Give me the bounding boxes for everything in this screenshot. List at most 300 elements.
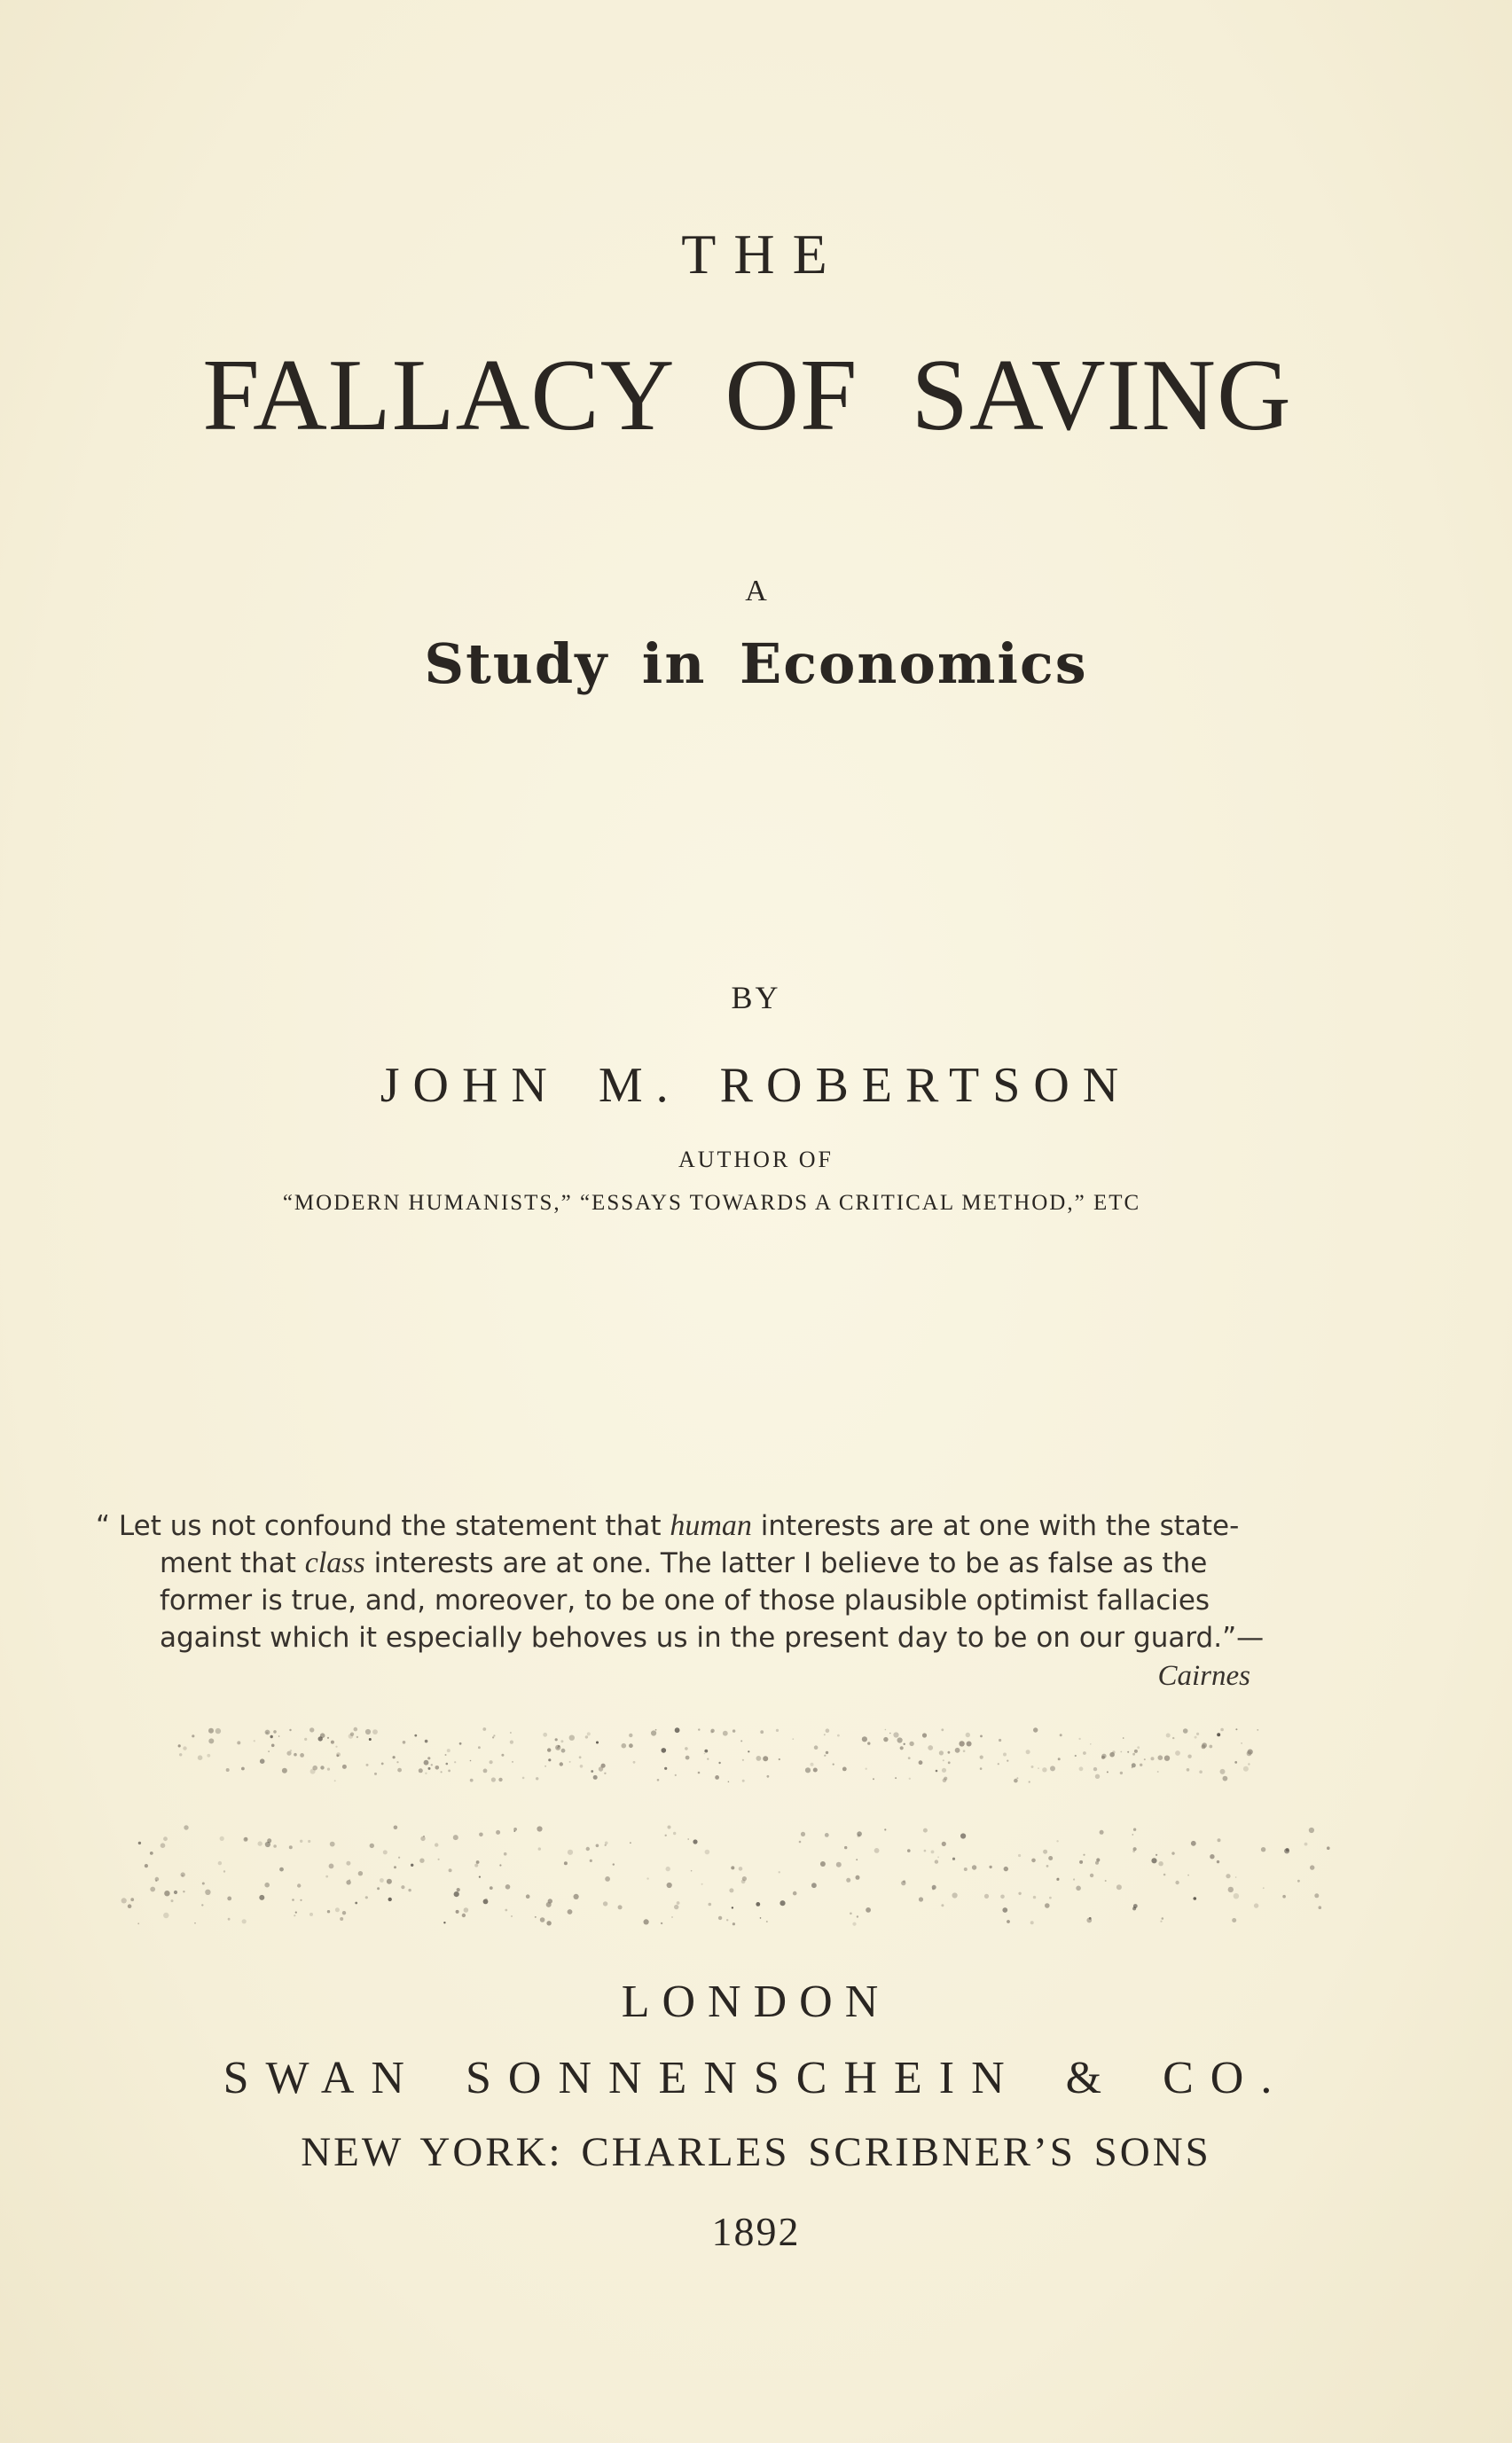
ink-speck: [354, 1727, 358, 1732]
ink-speck: [312, 1766, 317, 1771]
ink-speck: [1101, 1756, 1105, 1759]
ink-speck: [268, 1750, 270, 1752]
ink-speck: [1199, 1770, 1203, 1774]
ink-speck: [1210, 1854, 1214, 1859]
ink-speck: [1234, 1893, 1239, 1899]
imprint-year: 1892: [711, 2209, 801, 2254]
ink-speck: [729, 1888, 733, 1892]
by-label: BY: [731, 980, 781, 1015]
ink-speck: [866, 1768, 867, 1770]
ink-speck: [178, 1744, 181, 1747]
ink-speck: [704, 1750, 708, 1753]
ink-speck: [779, 1758, 780, 1760]
ink-speck: [174, 1891, 177, 1894]
ink-speck: [613, 1863, 615, 1865]
ink-speck: [630, 1842, 631, 1844]
ink-speck: [546, 1921, 551, 1925]
ink-speck: [482, 1727, 486, 1731]
ink-speck: [1018, 1892, 1021, 1895]
ink-speck: [1079, 1766, 1084, 1771]
ink-speck: [1048, 1856, 1053, 1860]
ink-speck: [646, 1877, 648, 1879]
imprint-publisher: SWAN SONNENSCHEIN & CO.: [223, 2053, 1289, 2103]
ink-speck: [760, 1917, 762, 1919]
ink-speck: [335, 1907, 340, 1912]
ink-speck: [493, 1734, 495, 1736]
epigraph-line: against which it especially behoves us in the present day to be on our guard.”—: [160, 1622, 1265, 1654]
ink-speck: [1014, 1779, 1018, 1783]
ink-speck: [1079, 1860, 1083, 1864]
ink-speck: [937, 1856, 939, 1858]
ink-speck: [1187, 1755, 1191, 1758]
ink-speck: [1078, 1738, 1080, 1740]
ink-speck: [748, 1750, 749, 1752]
ink-speck: [1284, 1848, 1289, 1853]
ink-speck: [564, 1861, 568, 1865]
ink-speck: [1158, 1755, 1163, 1760]
ink-speck: [776, 1729, 779, 1732]
ink-speck: [1263, 1887, 1265, 1889]
ink-speck: [441, 1771, 443, 1773]
ink-speck: [862, 1736, 867, 1742]
ink-speck: [904, 1743, 905, 1745]
ink-speck: [980, 1767, 983, 1770]
ink-speck: [505, 1909, 507, 1912]
ink-speck: [1220, 1728, 1224, 1732]
epigraph-attribution: Cairnes: [1157, 1660, 1250, 1692]
ink-speck: [286, 1751, 291, 1756]
ink-speck: [278, 1735, 280, 1737]
ink-speck: [1158, 1861, 1163, 1866]
ink-speck: [258, 1841, 262, 1845]
ink-speck: [1133, 1828, 1136, 1831]
subtitle-article: A: [745, 575, 767, 607]
ink-speck: [900, 1746, 904, 1750]
ink-speck: [932, 1888, 935, 1891]
ink-speck: [547, 1748, 551, 1751]
title-article: THE: [681, 223, 845, 286]
ink-speck: [836, 1862, 842, 1867]
ink-speck: [943, 1759, 944, 1761]
ink-speck: [304, 1738, 307, 1741]
ink-speck: [801, 1832, 805, 1836]
ink-speck: [499, 1864, 501, 1866]
ink-speck: [837, 1734, 840, 1737]
ink-speck: [242, 1919, 247, 1923]
ink-speck: [966, 1733, 970, 1737]
ink-speck: [1234, 1761, 1237, 1764]
ink-speck: [779, 1871, 780, 1873]
ink-speck: [449, 1868, 452, 1872]
ink-speck: [998, 1763, 999, 1765]
ink-speck: [184, 1825, 188, 1829]
ink-speck: [282, 1768, 287, 1774]
ink-speck: [707, 1758, 709, 1760]
ink-speck: [852, 1922, 856, 1926]
ink-speck: [431, 1764, 433, 1766]
ink-speck: [1191, 1841, 1196, 1846]
ink-speck: [856, 1875, 860, 1880]
ink-speck: [1282, 1895, 1286, 1899]
ink-speck: [555, 1745, 560, 1750]
ink-speck: [1151, 1858, 1156, 1863]
ink-speck: [1083, 1854, 1085, 1856]
ink-speck: [955, 1748, 960, 1753]
ink-speck: [259, 1895, 264, 1900]
ink-speck: [560, 1762, 563, 1766]
ink-speck: [942, 1768, 946, 1773]
ink-speck: [1033, 1727, 1038, 1732]
ink-speck: [346, 1880, 350, 1884]
ink-speck: [464, 1907, 469, 1913]
ink-speck: [435, 1843, 438, 1846]
ink-speck: [846, 1878, 850, 1883]
ink-speck: [698, 1728, 700, 1730]
ink-speck: [1304, 1843, 1308, 1846]
ink-speck: [1133, 1904, 1138, 1908]
ink-speck: [1073, 1878, 1075, 1880]
ink-speck: [833, 1764, 834, 1766]
ink-speck: [424, 1760, 429, 1766]
ink-speck: [1090, 1743, 1092, 1745]
ink-speck: [145, 1864, 148, 1867]
ink-speck: [885, 1729, 887, 1731]
ink-speck: [709, 1903, 712, 1907]
book-title: FALLACY OF SAVING: [202, 339, 1292, 452]
epigraph-line: “ Let us not confound the statement that human interests are at one with the state-: [96, 1509, 1240, 1542]
ink-speck: [922, 1733, 927, 1737]
ink-speck: [474, 1864, 478, 1867]
other-works: “MODERN HUMANISTS,” “ESSAYS TOWARDS A CRITICAL METHOD,” ETC: [282, 1191, 1141, 1215]
ink-speck: [537, 1826, 542, 1831]
ink-speck: [479, 1833, 483, 1837]
ink-speck: [960, 1833, 966, 1838]
ink-speck: [793, 1891, 797, 1896]
ink-speck: [1116, 1884, 1122, 1890]
ink-speck: [1144, 1758, 1146, 1760]
ink-speck: [394, 1866, 396, 1868]
ink-speck: [1000, 1895, 1005, 1899]
ink-speck: [241, 1767, 245, 1771]
ink-speck: [454, 1761, 456, 1763]
ink-speck: [265, 1730, 270, 1735]
ink-speck: [866, 1907, 871, 1913]
ink-speck: [294, 1753, 297, 1757]
ink-speck: [1123, 1737, 1124, 1739]
ink-speck: [587, 1732, 591, 1735]
ink-speck: [393, 1756, 396, 1758]
ink-speck: [1107, 1771, 1109, 1773]
ink-speck: [805, 1767, 811, 1773]
imprint-city: LONDON: [621, 1977, 891, 2027]
ink-speck: [884, 1828, 886, 1830]
ink-speck: [989, 1866, 991, 1868]
ink-speck: [1235, 1876, 1237, 1878]
ink-speck: [677, 1901, 680, 1905]
ink-speck: [218, 1861, 222, 1865]
ink-speck: [1127, 1751, 1129, 1753]
ink-speck: [596, 1844, 599, 1848]
ink-speck: [1218, 1838, 1221, 1842]
ink-speck: [618, 1905, 623, 1909]
ink-speck: [908, 1757, 911, 1759]
ink-speck: [1175, 1881, 1179, 1884]
ink-speck: [580, 1765, 584, 1768]
ink-speck: [1172, 1737, 1174, 1739]
ink-speck: [289, 1729, 291, 1731]
ink-speck: [850, 1913, 852, 1915]
ink-speck: [604, 1773, 606, 1774]
ink-speck: [1194, 1897, 1197, 1900]
ink-speck: [270, 1735, 273, 1738]
ink-speck: [579, 1756, 582, 1758]
ink-speck: [445, 1754, 447, 1756]
ink-speck: [183, 1746, 186, 1750]
ink-speck: [205, 1890, 210, 1895]
ink-speck: [629, 1743, 633, 1748]
ink-speck: [1187, 1875, 1189, 1876]
ink-speck: [651, 1730, 656, 1735]
ink-speck: [208, 1738, 214, 1743]
ink-speck: [1223, 1776, 1228, 1781]
ink-speck: [1254, 1903, 1258, 1907]
ink-speck: [867, 1742, 870, 1744]
ink-speck: [739, 1867, 743, 1871]
ink-speck: [485, 1899, 487, 1900]
ink-speck: [138, 1842, 141, 1844]
ink-speck: [756, 1756, 762, 1761]
ink-speck: [826, 1751, 828, 1754]
ink-speck: [984, 1894, 989, 1899]
ink-speck: [1120, 1772, 1123, 1774]
ink-speck: [814, 1745, 819, 1750]
ink-speck: [446, 1763, 449, 1766]
ink-speck: [665, 1835, 667, 1836]
ink-speck: [948, 1761, 951, 1764]
ink-speck: [330, 1842, 335, 1847]
ink-speck: [710, 1729, 714, 1733]
ink-speck: [593, 1775, 598, 1780]
ink-speck: [223, 1870, 225, 1872]
ink-speck: [844, 1846, 847, 1849]
ink-speck: [952, 1858, 955, 1860]
ink-speck: [897, 1737, 903, 1742]
ink-speck: [483, 1769, 488, 1774]
ink-speck: [715, 1775, 719, 1780]
ink-speck: [1196, 1733, 1199, 1735]
ink-speck: [1029, 1781, 1030, 1782]
ink-speck: [1140, 1764, 1142, 1766]
ink-speck: [1195, 1736, 1197, 1739]
ink-speck: [327, 1768, 330, 1771]
ink-speck: [895, 1777, 897, 1779]
ink-speck: [655, 1729, 657, 1731]
ink-speck: [948, 1751, 951, 1754]
ink-speck: [254, 1740, 255, 1742]
ink-speck: [453, 1835, 458, 1840]
ink-speck: [741, 1879, 746, 1883]
ink-speck: [964, 1867, 968, 1871]
ink-speck: [629, 1734, 632, 1737]
ink-speck: [1060, 1734, 1062, 1736]
ink-speck: [220, 1836, 224, 1841]
ink-speck: [164, 1891, 169, 1896]
ink-speck: [358, 1871, 363, 1875]
ink-speck: [496, 1830, 500, 1835]
ink-speck: [560, 1740, 563, 1742]
ink-speck: [909, 1742, 913, 1746]
ink-speck: [457, 1888, 460, 1891]
ink-speck: [454, 1891, 459, 1897]
ink-speck: [1309, 1828, 1314, 1833]
ink-speck: [331, 1741, 334, 1744]
ink-speck: [215, 1728, 221, 1734]
ink-speck: [387, 1879, 392, 1884]
ink-speck: [1319, 1906, 1322, 1909]
ink-speck: [1026, 1750, 1030, 1754]
ink-speck: [605, 1844, 607, 1846]
ink-speck: [742, 1759, 744, 1761]
ink-speck: [705, 1850, 710, 1855]
ink-speck: [419, 1859, 424, 1863]
ink-speck: [1202, 1744, 1206, 1749]
ink-speck: [599, 1766, 603, 1771]
ink-speck: [294, 1914, 295, 1916]
ink-speck: [586, 1847, 590, 1851]
ink-speck: [544, 1766, 546, 1767]
ink-speck: [470, 1779, 474, 1782]
ink-speck: [334, 1780, 336, 1781]
ink-speck: [664, 1767, 667, 1770]
ink-speck: [490, 1886, 493, 1890]
ink-speck: [825, 1833, 829, 1837]
ink-speck: [1050, 1766, 1055, 1771]
ink-speck: [590, 1860, 592, 1862]
ink-speck: [767, 1775, 770, 1778]
ink-speck: [340, 1917, 343, 1921]
ink-speck: [510, 1732, 512, 1734]
ink-speck: [1075, 1755, 1077, 1757]
ink-speck: [1163, 1874, 1166, 1876]
ink-speck: [1100, 1830, 1104, 1835]
ink-speck: [309, 1727, 314, 1732]
ink-speck: [568, 1850, 573, 1855]
ink-speck: [498, 1778, 502, 1781]
ink-speck: [792, 1738, 794, 1740]
ink-speck: [935, 1860, 938, 1863]
ink-speck: [919, 1760, 923, 1765]
ink-speck: [1007, 1920, 1010, 1923]
ink-speck: [671, 1916, 673, 1918]
ink-speck: [826, 1728, 830, 1733]
ink-speck: [1314, 1893, 1319, 1898]
ink-speck: [427, 1757, 430, 1759]
ink-speck: [309, 1913, 313, 1916]
ink-speck: [1132, 1834, 1134, 1836]
ink-speck: [952, 1892, 958, 1898]
ink-speck: [555, 1738, 558, 1741]
ink-speck: [536, 1777, 538, 1780]
ink-speck: [374, 1773, 377, 1775]
ink-speck: [425, 1740, 428, 1743]
ink-speck: [342, 1911, 346, 1914]
ink-speck: [504, 1852, 507, 1856]
ink-speck: [456, 1910, 459, 1914]
ink-speck: [1175, 1750, 1180, 1756]
ink-speck: [478, 1746, 481, 1749]
ink-speck: [194, 1922, 196, 1924]
ink-speck: [297, 1883, 301, 1887]
ink-speck: [668, 1826, 671, 1829]
ink-speck: [967, 1742, 972, 1747]
ink-speck: [1045, 1903, 1050, 1908]
ink-speck: [377, 1887, 380, 1890]
ink-speck: [732, 1922, 735, 1925]
ink-speck: [155, 1880, 157, 1882]
ink-speck: [459, 1742, 462, 1745]
ink-speck: [622, 1743, 627, 1749]
ink-speck: [698, 1772, 701, 1774]
ink-speck: [1261, 1847, 1265, 1852]
ink-speck: [1156, 1854, 1157, 1856]
ink-speck: [924, 1850, 927, 1852]
ink-speck: [657, 1779, 660, 1781]
ink-speck: [1220, 1769, 1226, 1774]
ink-speck: [447, 1749, 450, 1752]
ink-speck: [1090, 1874, 1093, 1877]
ink-speck: [150, 1887, 155, 1892]
ink-speck: [150, 1852, 153, 1855]
ink-speck: [538, 1847, 541, 1850]
ink-speck: [543, 1733, 547, 1737]
ink-speck: [591, 1770, 593, 1773]
ink-speck: [366, 1764, 369, 1766]
ink-speck: [603, 1901, 607, 1906]
ink-speck: [420, 1836, 425, 1841]
ink-speck: [963, 1750, 966, 1752]
ink-speck: [355, 1902, 357, 1905]
ink-speck: [121, 1898, 127, 1903]
ink-speck: [403, 1741, 406, 1744]
ink-speck: [522, 1777, 525, 1780]
ink-speck: [505, 1884, 511, 1890]
ink-speck: [675, 1774, 677, 1776]
ink-speck: [1248, 1763, 1250, 1765]
ink-speck: [448, 1770, 450, 1773]
ink-speck: [941, 1904, 944, 1907]
ink-speck: [1095, 1774, 1100, 1779]
ink-speck: [644, 1919, 649, 1924]
ink-speck: [1093, 1767, 1097, 1771]
ink-speck: [289, 1845, 293, 1849]
ink-speck: [959, 1741, 964, 1746]
ink-speck: [161, 1843, 166, 1848]
ink-speck: [919, 1897, 923, 1901]
ink-speck: [470, 1760, 472, 1762]
ink-speck: [546, 1902, 552, 1907]
ink-speck: [237, 1741, 240, 1744]
ink-speck: [633, 1761, 636, 1764]
epigraph-line: ment that class interests are at one. The latter I believe to be as false as the: [160, 1546, 1208, 1579]
ink-speck: [1137, 1746, 1140, 1749]
ink-speck: [1297, 1880, 1300, 1883]
ink-speck: [264, 1883, 270, 1888]
ink-speck: [318, 1736, 323, 1741]
ink-speck: [693, 1839, 697, 1844]
ink-speck: [273, 1844, 277, 1848]
ink-speck: [325, 1875, 328, 1878]
epigraph-line: former is true, and, moreover, to be one of those plausible optimist fallacies: [160, 1585, 1210, 1617]
